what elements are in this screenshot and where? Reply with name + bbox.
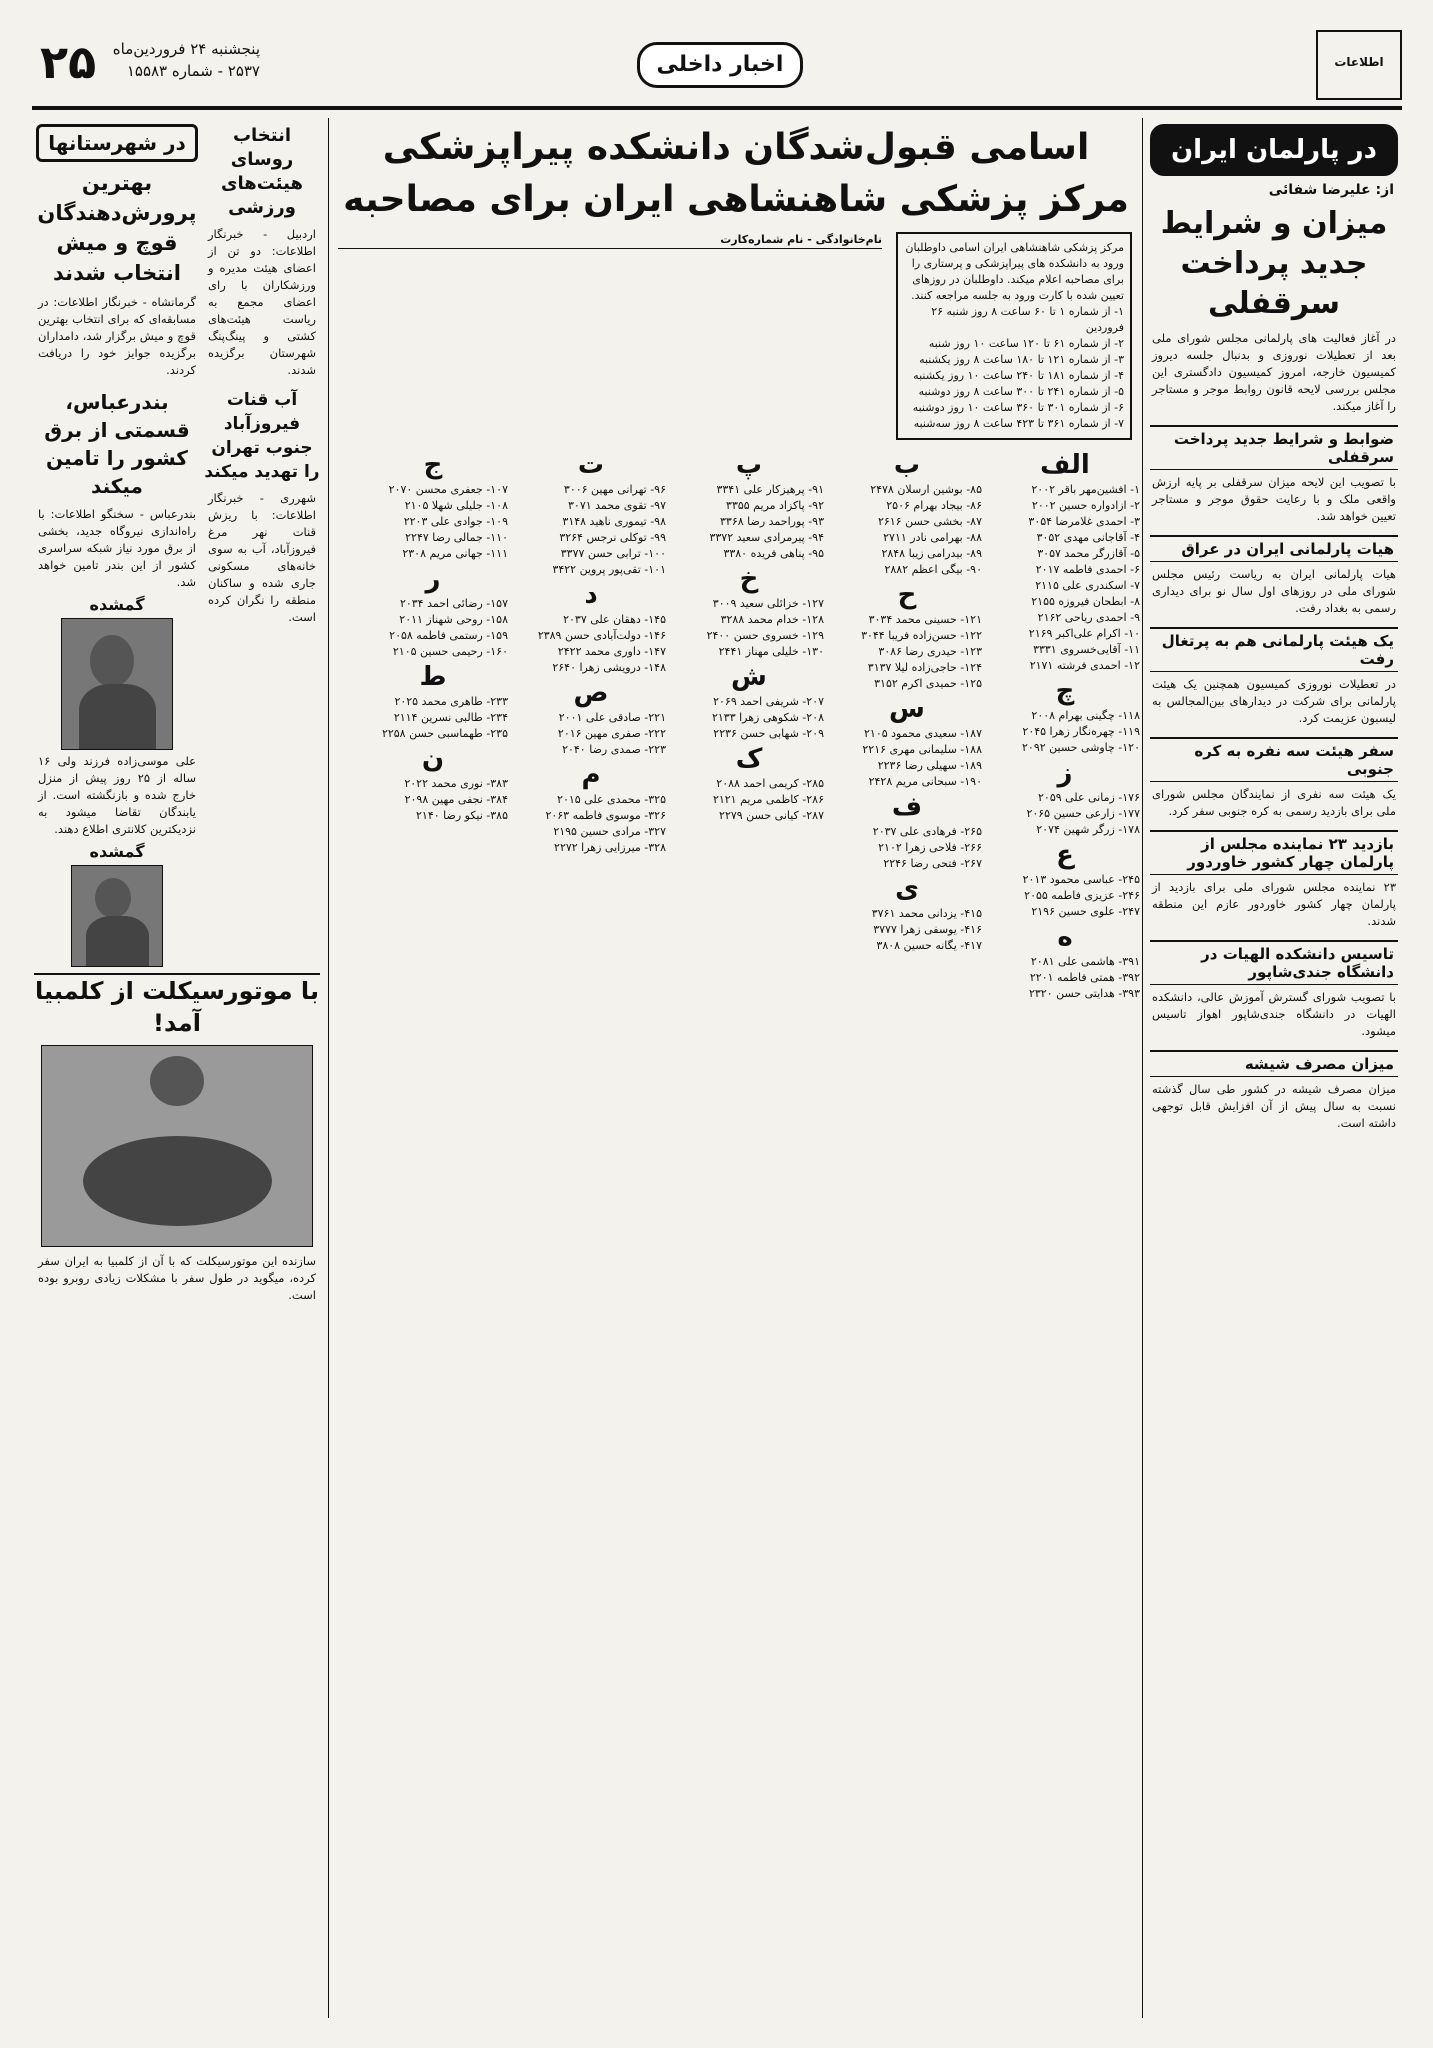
issue-text: ۲۵۳۷ - شماره ۱۵۵۸۳ bbox=[126, 62, 260, 80]
list-column bbox=[674, 448, 824, 824]
intro-box bbox=[896, 232, 1132, 440]
group-letter: س bbox=[889, 694, 925, 724]
list-item: ۱۸۷- سعیدی محمود ۲۱۰۵ bbox=[864, 727, 982, 740]
list-item: ۱۲۴- حاجی‌زاده لیلا ۳۱۳۷ bbox=[867, 661, 982, 674]
group-letter: ه bbox=[1057, 922, 1073, 952]
bandar-text: بندرعباس - سخنگو اطلاعات: با راه‌اندازی نیروگاه جدید، بخشی از برق مورد نیاز شبکه سراسری کشور از این بندر تامین خواهد شد. bbox=[38, 507, 196, 589]
list-item: ۹۴- پیرمرادی سعید ۳۳۷۲ bbox=[709, 531, 824, 544]
list-item: ۳- احمدی غلامرضا ۳۰۵۴ bbox=[1028, 515, 1140, 528]
list-item: ۲۸۵- کریمی احمد ۲۰۸۸ bbox=[716, 777, 824, 790]
list-item: ۱۸۹- سهیلی رضا ۲۲۳۶ bbox=[877, 759, 982, 772]
group-letter: ع bbox=[1056, 840, 1074, 870]
schedule-item: ۱- از شماره ۱ تا ۶۰ ساعت ۸ روز شنبه ۲۶ فروردین bbox=[931, 305, 1124, 334]
list-item: ۹۳- پوراحمد رضا ۳۳۶۸ bbox=[720, 515, 824, 528]
list-header: نام‌خانوادگی - نام شماره‌کارت bbox=[338, 232, 882, 249]
livestock-text: گرمانشاه - خبرنگار اطلاعات: در مسابقه‌ای که برای انتخاب بهترین قوچ و میش برگزار شد، دامداران برگزیده جوایز خود را دریافت کردند. bbox=[38, 295, 196, 377]
bandar-block bbox=[32, 382, 202, 967]
list-item: ۱- افشین‌مهر باقر ۲۰۰۲ bbox=[1031, 483, 1140, 496]
list-item: ۳۲۵- محمدی علی ۲۰۱۵ bbox=[557, 793, 666, 806]
parliament-section-title: میزان مصرف شیشه bbox=[1150, 1050, 1398, 1077]
list-item: ۴۱۷- یگانه حسین ۳۸۰۸ bbox=[876, 939, 982, 952]
missing-person-photo-2 bbox=[71, 865, 163, 967]
list-item: ۱۹۰- سبحانی مریم ۲۴۲۸ bbox=[868, 775, 982, 788]
group-letter: ی bbox=[895, 874, 919, 904]
left-top bbox=[32, 118, 322, 382]
parliament-section-text: میزان مصرف شیشه در کشور طی سال گذشته نسبت به سال پیش از آن افزایش قابل توجهی داشته است. bbox=[1152, 1082, 1396, 1130]
header-left bbox=[32, 28, 262, 100]
list-item: ۳۲۶- موسوی فاطمه ۲۰۶۳ bbox=[545, 809, 666, 822]
group-letter: ح bbox=[897, 580, 917, 610]
list-item: ۲- ازادواره حسین ۲۰۰۲ bbox=[1031, 499, 1140, 512]
newspaper-page bbox=[32, 28, 1402, 2018]
list-item: ۱۲۲- حسن‌زاده فریبا ۳۰۴۴ bbox=[861, 629, 982, 642]
missing-person-photo-1 bbox=[61, 618, 173, 750]
list-item: ۳۸۵- نیکو رضا ۲۱۴۰ bbox=[416, 809, 508, 822]
page-number: ۲۵ bbox=[40, 35, 97, 89]
list-item: ۱۱۰- جمالی رضا ۲۲۴۷ bbox=[405, 531, 508, 544]
list-item: ۱۴۵- دهقان علی ۲۰۳۷ bbox=[563, 613, 666, 626]
list-column bbox=[516, 448, 666, 856]
header-rule bbox=[32, 106, 1402, 110]
left-mid bbox=[32, 382, 322, 967]
list-item: ۲۲۲- صفری مهین ۲۰۱۶ bbox=[557, 727, 666, 740]
main-title-line-1: اسامی قبول‌شدگان دانشکده پیراپزشکی bbox=[382, 127, 1090, 168]
schedule-list bbox=[904, 304, 1124, 432]
list-item: ۲۲۳- صمدی رضا ۲۰۴۰ bbox=[562, 743, 666, 756]
list-item: ۲۸۶- کاظمی مریم ۲۱۲۱ bbox=[712, 793, 824, 806]
schedule-item: ۷- از شماره ۳۶۱ تا ۴۲۳ ساعت ۸ روز سه‌شنبه bbox=[913, 417, 1124, 430]
list-item: ۱۲۱- حسینی محمد ۳۰۳۴ bbox=[868, 613, 982, 626]
group-letter: خ bbox=[739, 564, 759, 594]
group-letter: ب bbox=[893, 450, 921, 480]
list-item: ۲۰۷- شریفی احمد ۲۰۶۹ bbox=[713, 695, 824, 708]
schedule-item: ۲- از شماره ۶۱ تا ۱۲۰ ساعت ۱۰ روز شنبه bbox=[928, 337, 1124, 350]
list-item: ۸۹- بیدرامی زیبا ۲۸۴۸ bbox=[881, 547, 982, 560]
parliament-section-title: هیات پارلمانی ایران در عراق bbox=[1150, 535, 1398, 562]
parliament-section-text: با تصویب این لایحه میزان سرقفلی بر پایه ارزش واقعی ملک و با رعایت حقوق موجر و مستاجر تعیین خواهد شد. bbox=[1152, 475, 1396, 523]
list-column bbox=[990, 448, 1140, 1002]
list-item: ۲۰۹- شهابی حسن ۲۲۳۶ bbox=[713, 727, 824, 740]
list-item: ۱۴۶- دولت‌آبادی حسن ۲۳۸۹ bbox=[537, 629, 666, 642]
issue-date bbox=[110, 38, 260, 82]
column-divider bbox=[328, 118, 329, 2018]
list-item: ۱۰- اکرام علی‌اکبر ۲۱۶۹ bbox=[1028, 627, 1140, 640]
list-item: ۳۹۲- همتی فاطمه ۲۲۰۱ bbox=[1029, 971, 1140, 984]
group-letter: ت bbox=[577, 450, 605, 480]
motorcycle-title: با موتورسیکلت از کلمبیا آمد! bbox=[34, 973, 320, 1039]
list-item: ۱۸۸- سلیمانی مهری ۲۲۱۶ bbox=[862, 743, 982, 756]
group-letter: ص bbox=[573, 678, 609, 708]
missing-text: علی موسی‌زاده فرزند ولی ۱۶ ساله از ۲۵ روز پیش از منزل خارج شده و بازنگشته است. از یابندگان تقاضا میشود به نزدیکترین کلانتری اطلاع دهند. bbox=[38, 754, 196, 836]
list-item: ۳۲۸- میرزایی زهرا ۲۲۷۲ bbox=[554, 841, 666, 854]
list-item: ۲۶۶- فلاحی زهرا ۲۱۰۲ bbox=[878, 841, 982, 854]
list-item: ۹۰- بیگی اعظم ۲۸۸۲ bbox=[884, 563, 982, 576]
parliament-section-text: یک هیئت سه نفری از نمایندگان مجلس شورای ملی برای بازدید رسمی به کره جنوبی سفر کرد. bbox=[1152, 787, 1396, 818]
list-item: ۲۰۸- شکوهی زهرا ۲۱۳۳ bbox=[711, 711, 824, 724]
parliament-sections bbox=[1146, 425, 1402, 1132]
list-item: ۱۰۹- جوادی علی ۲۲۰۳ bbox=[403, 515, 508, 528]
list-item: ۲۳۳- طاهری محمد ۲۰۲۵ bbox=[394, 695, 508, 708]
list-item: ۱۵۹- رستمی فاطمه ۲۰۵۸ bbox=[389, 629, 508, 642]
list-item: ۱۵۷- رضائی احمد ۲۰۳۴ bbox=[399, 597, 508, 610]
parliament-section-title: سفر هیئت سه نفره به کره جنوبی bbox=[1150, 737, 1398, 782]
list-item: ۱۱۱- جهانی مریم ۲۳۰۸ bbox=[402, 547, 508, 560]
date-text: پنجشنبه ۲۴ فروردین‌ماه bbox=[112, 40, 260, 58]
group-letter: ز bbox=[1057, 758, 1073, 788]
list-item: ۵- آقازرگر محمد ۳۰۵۷ bbox=[1037, 547, 1140, 560]
sports-block bbox=[202, 118, 322, 382]
list-header-area bbox=[332, 232, 888, 448]
list-item: ۳۲۷- مرادی حسین ۲۱۹۵ bbox=[553, 825, 666, 838]
group-letter: د bbox=[584, 580, 598, 610]
list-item: ۲۸۷- کیانی حسن ۲۲۷۹ bbox=[719, 809, 824, 822]
parliament-section-title: بازدید ۲۳ نماینده مجلس از پارلمان چهار کشور خاوردور bbox=[1150, 830, 1398, 875]
qanat-block bbox=[202, 382, 322, 967]
list-item: ۲۴۷- علوی حسین ۲۱۹۶ bbox=[1031, 905, 1140, 918]
list-item: ۹۷- تقوی محمد ۳۰۷۱ bbox=[568, 499, 666, 512]
main-title bbox=[332, 122, 1140, 226]
list-item: ۳۹۱- هاشمی علی ۲۰۸۱ bbox=[1030, 955, 1140, 968]
list-column bbox=[832, 448, 982, 954]
parliament-column bbox=[1146, 118, 1402, 2018]
schedule-item: ۳- از شماره ۱۲۱ تا ۱۸۰ ساعت ۸ روز یکشنبه bbox=[919, 353, 1124, 366]
group-letter: ش bbox=[731, 662, 767, 692]
list-item: ۱۲۰- چاوشی حسین ۲۰۹۲ bbox=[1022, 741, 1140, 754]
sports-text: اردبیل - خبرنگار اطلاعات: دو تن از اعضای هیئت مدیره و ورزشکاران با رای اعضای مجمع به ریاست هیئت‌های کشتی و پینگ‌پنگ شهرستان برگزیده شدند. bbox=[208, 227, 316, 377]
list-item: ۲۲۱- صادقی علی ۲۰۰۱ bbox=[558, 711, 666, 724]
list-item: ۲۶۷- فتحی رضا ۲۲۴۶ bbox=[883, 857, 982, 870]
parliament-section-text: در تعطیلات نوروزی کمیسیون همچنین یک هیئت پارلمانی برای شرکت در دیدارهای بین‌المجالس به لیسبون عزیمت کرد. bbox=[1152, 677, 1396, 725]
livestock-block bbox=[32, 118, 202, 382]
list-item: ۱۲۸- خدام محمد ۳۲۸۸ bbox=[720, 613, 824, 626]
qanat-title: آب قنات فیروزآباد جنوب تهران را تهدید میکند bbox=[204, 390, 320, 482]
schedule-item: ۶- از شماره ۳۰۱ تا ۳۶۰ ساعت ۱۰ روز دوشنبه bbox=[912, 401, 1124, 414]
list-column bbox=[358, 448, 508, 824]
parliament-box-title: در پارلمان ایران bbox=[1150, 124, 1398, 176]
list-item: ۹- احمدی ریاحی ۲۱۶۲ bbox=[1037, 611, 1140, 624]
bandar-title: بندرعباس، قسمتی از برق کشور را تامین میکند bbox=[44, 390, 190, 498]
list-item: ۲۴۵- عباسی محمود ۲۰۱۳ bbox=[1022, 873, 1140, 886]
group-letter: ط bbox=[419, 662, 447, 692]
motorcycle-photo bbox=[41, 1045, 313, 1247]
parliament-section-text: ۲۳ نماینده مجلس شورای ملی برای بازدید از پارلمان چهار کشور خاوردور عازم این منطقه شدند. bbox=[1152, 880, 1396, 928]
parliament-section-text: هیات پارلمانی ایران به ریاست رئیس مجلس شورای ملی در روزهای اول سال نو برای دیداری رسمی به بغداد رفت. bbox=[1152, 567, 1396, 615]
list-item: ۴- آقاجانی مهدی ۳۰۵۲ bbox=[1036, 531, 1140, 544]
list-item: ۱۰۸- جلیلی شهلا ۲۱۰۵ bbox=[404, 499, 508, 512]
list-item: ۲۶۵- فرهادی علی ۲۰۳۷ bbox=[872, 825, 982, 838]
list-item: ۱۷۸- زرگر شهین ۲۰۷۴ bbox=[1036, 823, 1140, 836]
list-item: ۱۲۵- حمیدی اکرم ۳۱۵۲ bbox=[874, 677, 982, 690]
main-article bbox=[332, 118, 1140, 2018]
intro-text: مرکز پزشکی شاهنشاهی ایران اسامی داوطلبان ورود به دانشکده های پیراپزشکی و پرستاری را برای مصاحبه اعلام میکند. داوطلبان در روزهای تعیین شده با کارت ورود به جلسه مراجعه کنند. bbox=[905, 241, 1124, 302]
list-item: ۶- احمدی فاطمه ۲۰۱۷ bbox=[1035, 563, 1140, 576]
list-item: ۳۸۳- نوری محمد ۲۰۲۲ bbox=[404, 777, 508, 790]
list-item: ۱۰۰- ترابی حسن ۳۳۷۷ bbox=[560, 547, 666, 560]
list-item: ۷- اسکندری علی ۲۱۱۵ bbox=[1035, 579, 1140, 592]
list-item: ۹۸- تیموری ناهید ۳۱۴۸ bbox=[562, 515, 666, 528]
list-item: ۱۷۶- زمانی علی ۲۰۵۹ bbox=[1038, 791, 1140, 804]
qanat-text: شهرری - خبرنگار اطلاعات: با ریزش قنات نهر مرغ فیروزآباد، آب به سوی خانه‌های مسکونی جاری شده و ساکنان منطقه را نگران کرده است. bbox=[208, 491, 316, 624]
group-letter: ج bbox=[423, 450, 443, 480]
schedule-item: ۵- از شماره ۲۴۱ تا ۳۰۰ ساعت ۸ روز دوشنبه bbox=[918, 385, 1124, 398]
list-item: ۱۲۹- خسروی حسن ۲۴۰۰ bbox=[706, 629, 824, 642]
parliament-section-text: با تصویب شورای گسترش آموزش عالی، دانشکده الهیات در دانشگاه جندی‌شاپور اهواز تاسیس میشود. bbox=[1152, 990, 1396, 1038]
missing-label-1: گمشده bbox=[89, 595, 145, 614]
livestock-title: بهترین پرورش‌دهندگان قوچ و میش انتخاب شدند bbox=[37, 171, 197, 285]
list-item: ۱۵۸- روحی شهناز ۲۰۱۱ bbox=[399, 613, 508, 626]
list-item: ۸۸- بهرامی نادر ۲۷۱۱ bbox=[883, 531, 982, 544]
parliament-headline: میزان و شرایط جدید پرداخت سرقفلی bbox=[1160, 206, 1388, 321]
parliament-section-title: تاسیس دانشکده الهیات در دانشگاه جندی‌شاپور bbox=[1150, 940, 1398, 985]
byline: از: علیرضا شفائی bbox=[1268, 182, 1394, 198]
list-item: ۴۱۶- یوسفی زهرا ۳۷۷۷ bbox=[873, 923, 982, 936]
group-letter: ک bbox=[735, 744, 763, 774]
newspaper-logo bbox=[1316, 30, 1402, 100]
list-item: ۹۱- پرهیزکار علی ۳۳۴۱ bbox=[716, 483, 824, 496]
list-item: ۲۳۴- طالبی نسرین ۲۱۱۴ bbox=[393, 711, 508, 724]
list-item: ۹۲- پاکزاد مریم ۳۳۵۵ bbox=[726, 499, 824, 512]
list-item: ۱۲۷- خزائلی سعید ۳۰۰۹ bbox=[712, 597, 824, 610]
parliament-section-title: یک هیئت پارلمانی هم به پرتغال رفت bbox=[1150, 627, 1398, 672]
section-label: اخبار داخلی bbox=[637, 42, 803, 88]
list-item: ۱۱۹- چهره‌نگار زهرا ۲۰۴۵ bbox=[1022, 725, 1140, 738]
list-item: ۱۶۰- رحیمی حسین ۲۱۰۵ bbox=[392, 645, 508, 658]
list-item: ۳۹۳- هدایتی حسن ۲۳۲۰ bbox=[1028, 987, 1140, 1000]
list-item: ۱۰۷- جعفری محسن ۲۰۷۰ bbox=[388, 483, 508, 496]
group-letter: م bbox=[581, 760, 601, 790]
list-item: ۸۷- بخشی حسن ۲۶۱۶ bbox=[877, 515, 982, 528]
list-item: ۱۷۷- زارعی حسین ۲۰۶۵ bbox=[1026, 807, 1140, 820]
list-item: ۱۲۳- حیدری رضا ۳۰۸۶ bbox=[878, 645, 982, 658]
schedule-item: ۴- از شماره ۱۸۱ تا ۲۴۰ ساعت ۱۰ روز یکشنبه bbox=[913, 369, 1124, 382]
provinces-column bbox=[32, 118, 322, 2018]
group-letter: ن bbox=[421, 744, 445, 774]
parliament-section-title: ضوابط و شرایط جدید پرداخت سرقفلی bbox=[1150, 425, 1398, 470]
cities-box: در شهرستانها bbox=[36, 124, 198, 162]
parliament-lead: در آغاز فعالیت های پارلمانی مجلس شورای ملی بعد از تعطیلات نوروزی و بدنبال جلسه دیروز کمیسیون خارجه، امروز کمیسیون دادگستری این مجلس بررسی لایحه قانون روابط موجر و مستاجر را آغاز میکند. bbox=[1152, 331, 1396, 413]
group-letter: پ bbox=[735, 450, 763, 480]
list-item: ۹۹- توکلی نرجس ۳۲۶۴ bbox=[559, 531, 666, 544]
group-letter: الف bbox=[1040, 450, 1090, 480]
list-item: ۸- ابطحان فیروزه ۲۱۵۵ bbox=[1031, 595, 1140, 608]
list-item: ۱۲- احمدی فرشته ۲۱۷۱ bbox=[1029, 659, 1140, 672]
list-item: ۴۱۵- یزدانی محمد ۳۷۶۱ bbox=[871, 907, 982, 920]
list-item: ۱۳۰- خلیلی مهناز ۲۴۴۱ bbox=[718, 645, 824, 658]
list-item: ۹۶- تهرانی مهین ۳۰۰۶ bbox=[563, 483, 666, 496]
list-item: ۳۸۴- نجفی مهین ۲۰۹۸ bbox=[404, 793, 508, 806]
list-item: ۱۴۷- داوری محمد ۲۴۲۲ bbox=[557, 645, 666, 658]
list-item: ۹۵- پناهی فریده ۳۳۸۰ bbox=[723, 547, 824, 560]
list-item: ۲۴۶- عزیزی فاطمه ۲۰۵۵ bbox=[1024, 889, 1140, 902]
motorcycle-text: سازنده این موتورسیکلت که با آن از کلمبیا به ایران سفر کرده، میگوید در طول سفر با مشکلات زیادی روبرو بوده است. bbox=[38, 1254, 316, 1302]
list-item: ۲۳۵- طهماسبی حسن ۲۲۵۸ bbox=[381, 727, 508, 740]
group-letter: ر bbox=[425, 564, 441, 594]
group-letter: ف bbox=[891, 792, 923, 822]
logo-text: اطلاعات bbox=[1334, 55, 1384, 69]
column-divider bbox=[1142, 118, 1143, 2018]
main-top-area bbox=[332, 232, 1140, 448]
list-item: ۱۰۱- تقی‌پور پروین ۳۴۲۲ bbox=[552, 563, 666, 576]
group-letter: چ bbox=[1055, 676, 1075, 706]
sports-title: انتخاب روسای هیئت‌های ورزشی bbox=[221, 125, 303, 218]
list-item: ۸۶- بیجاد بهرام ۲۵۰۶ bbox=[886, 499, 982, 512]
main-title-line-2: مرکز پزشکی شاهنشاهی ایران برای مصاحبه bbox=[343, 179, 1129, 220]
list-item: ۱۴۸- درویشی زهرا ۲۶۴۰ bbox=[552, 661, 666, 674]
missing-label-2: گمشده bbox=[89, 842, 145, 861]
list-item: ۸۵- بوشین ارسلان ۲۴۷۸ bbox=[870, 483, 982, 496]
list-item: ۱۱- آقایی‌خسروی ۳۳۳۱ bbox=[1033, 643, 1140, 656]
list-item: ۱۱۸- چگینی بهرام ۲۰۰۸ bbox=[1031, 709, 1140, 722]
